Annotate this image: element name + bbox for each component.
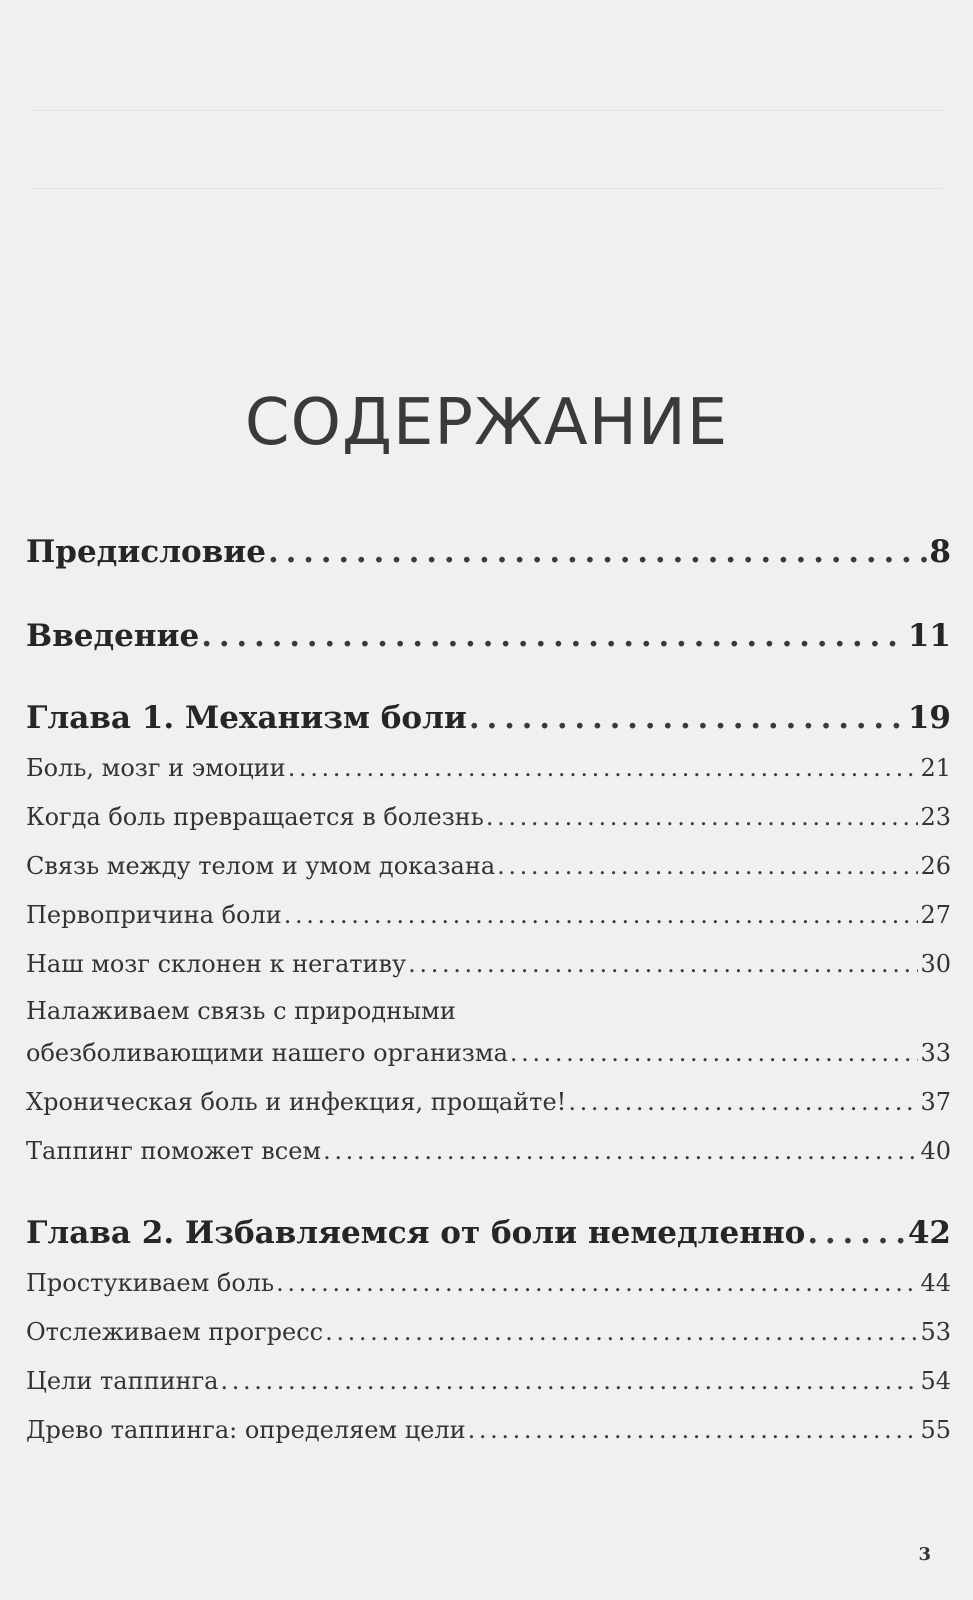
- dot-leader: [325, 1318, 918, 1346]
- toc-entry-page: 19: [907, 700, 951, 736]
- toc-entry-page: 54: [920, 1367, 951, 1395]
- toc-entry-chapter-1[interactable]: [26, 700, 951, 736]
- toc-subentry[interactable]: [26, 1367, 951, 1395]
- bleed-through-line: [30, 188, 943, 189]
- toc-entry-label: Хроническая боль и инфекция, прощайте!: [26, 1088, 567, 1116]
- toc-entry-label: Глава 1. Механизм боли: [26, 700, 467, 736]
- toc-entry-label: Введение: [26, 618, 200, 654]
- toc-subentry[interactable]: [26, 1416, 951, 1444]
- toc-entry-label: Предисловие: [26, 534, 266, 570]
- bleed-through-line: [30, 110, 943, 111]
- toc-subentry-first-line[interactable]: [26, 997, 951, 1025]
- dot-leader: [288, 754, 919, 782]
- dot-leader: [486, 803, 919, 831]
- dot-leader: [220, 1367, 918, 1395]
- toc-subentry[interactable]: [26, 1137, 951, 1165]
- dot-leader: [807, 1215, 906, 1251]
- toc-subentry[interactable]: [26, 1318, 951, 1346]
- toc-entry-page: 37: [920, 1088, 951, 1116]
- toc-subentry[interactable]: [26, 950, 951, 978]
- dot-leader: [469, 700, 906, 736]
- toc-entry-label: Глава 2. Избавляемся от боли немедленно: [26, 1215, 806, 1251]
- toc-subentry[interactable]: [26, 1088, 951, 1116]
- toc-entry-page: 55: [920, 1416, 951, 1444]
- toc-entry-page: 21: [920, 754, 951, 782]
- toc-entry-intro[interactable]: [26, 618, 951, 654]
- toc-subentry[interactable]: [26, 852, 951, 880]
- page-number: 3: [918, 1544, 931, 1565]
- dot-leader: [201, 618, 906, 654]
- toc-entry-page: 40: [920, 1137, 951, 1165]
- toc-entry-label: Связь между телом и умом доказана: [26, 852, 496, 880]
- toc-subentry[interactable]: [26, 1039, 951, 1067]
- toc-entry-chapter-2[interactable]: [26, 1215, 951, 1251]
- toc-entry-page: 53: [920, 1318, 951, 1346]
- dot-leader: [568, 1088, 918, 1116]
- toc-entry-page: 11: [907, 618, 951, 654]
- toc-entry-page: 8: [929, 534, 951, 570]
- toc-entry-label: Наш мозг склонен к негативу: [26, 950, 407, 978]
- toc-entry-label: Боль, мозг и эмоции: [26, 754, 286, 782]
- toc-entry-page: 30: [920, 950, 951, 978]
- toc-entry-label: Первопричина боли: [26, 901, 282, 929]
- dot-leader: [510, 1039, 919, 1067]
- toc-subentry[interactable]: [26, 1269, 951, 1297]
- toc-entry-page: 44: [920, 1269, 951, 1297]
- toc-entry-page: 23: [920, 803, 951, 831]
- toc-entry-label: Налаживаем связь с природными: [26, 997, 456, 1025]
- toc-entry-label: Таппинг поможет всем: [26, 1137, 322, 1165]
- toc-entry-page: 27: [920, 901, 951, 929]
- toc-subentry[interactable]: [26, 754, 951, 782]
- dot-leader: [408, 950, 918, 978]
- toc-entry-label: обезболивающими нашего организма: [26, 1039, 508, 1067]
- dot-leader: [497, 852, 918, 880]
- dot-leader: [468, 1416, 919, 1444]
- toc-entry-page: 33: [920, 1039, 951, 1067]
- dot-leader: [268, 534, 927, 570]
- toc-entry-preface[interactable]: [26, 534, 951, 570]
- toc-subentry[interactable]: [26, 803, 951, 831]
- toc-entry-page: 26: [920, 852, 951, 880]
- dot-leader: [276, 1269, 918, 1297]
- dot-leader: [284, 901, 919, 929]
- dot-leader: [323, 1137, 918, 1165]
- toc-entry-label: Цели таппинга: [26, 1367, 219, 1395]
- toc-entry-label: Когда боль превращается в болезнь: [26, 803, 484, 831]
- toc-entry-label: Древо таппинга: определяем цели: [26, 1416, 466, 1444]
- toc-subentry[interactable]: [26, 901, 951, 929]
- toc-entry-label: Простукиваем боль: [26, 1269, 275, 1297]
- page-title: СОДЕРЖАНИЕ: [244, 386, 729, 460]
- toc-entry-label: Отслеживаем прогресс: [26, 1318, 324, 1346]
- toc-entry-page: 42: [907, 1215, 951, 1251]
